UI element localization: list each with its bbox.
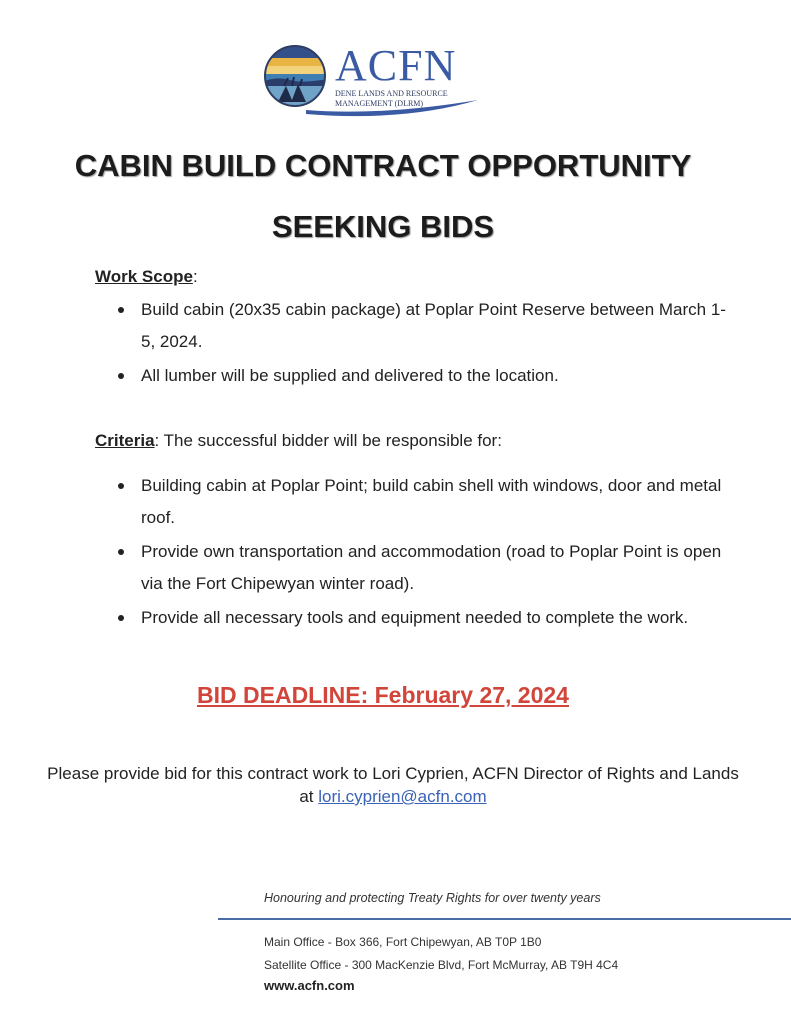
page-title: CABIN BUILD CONTRACT OPPORTUNITY [74,148,692,183]
contact-text: Please provide bid for this contract work to Lori Cyprien, ACFN Director of Rights and Lands at [47,764,739,806]
page-subtitle: SEEKING BIDS [271,209,495,244]
logo-subtitle-line2: MANAGEMENT (DLRM) [335,99,424,108]
list-item: All lumber will be supplied and delivered to the location. [112,360,732,392]
footer-divider [218,918,791,920]
email-link[interactable]: lori.cyprien@acfn.com [318,787,487,806]
logo-emblem [262,42,332,114]
list-item: Building cabin at Poplar Point; build cabin shell with windows, door and metal roof. [112,470,732,534]
work-scope-list [112,294,732,394]
satellite-office-address: Satellite Office - 300 MacKenzie Blvd, Fort McMurray, AB T9H 4C4 [264,958,619,972]
footer-motto: Honouring and protecting Treaty Rights for over twenty years [264,891,601,905]
logo-text [335,41,457,108]
website-link[interactable]: www.acfn.com [264,978,355,993]
work-scope-heading [95,267,198,287]
criteria-heading [95,431,502,451]
work-scope-label: Work Scope [95,267,193,286]
contact-paragraph [40,762,746,808]
list-item: Provide own transportation and accommodation (road to Poplar Point is open via the Fort Chipewyan winter road). [112,536,732,600]
criteria-intro: : The successful bidder will be responsible for: [154,431,502,450]
list-item: Provide all necessary tools and equipment needed to complete the work. [112,602,732,634]
criteria-list [112,470,732,636]
logo-acronym: ACFN [335,41,457,90]
bid-deadline: BID DEADLINE: February 27, 2024 [197,682,569,708]
list-item: Build cabin (20x35 cabin package) at Poplar Point Reserve between March 1-5, 2024. [112,294,732,358]
logo-subtitle-line1: DENE LANDS AND RESOURCE [335,89,448,98]
work-scope-colon: : [192,267,198,286]
main-office-address: Main Office - Box 366, Fort Chipewyan, AB T0P 1B0 [264,935,542,949]
criteria-label: Criteria [95,431,155,450]
